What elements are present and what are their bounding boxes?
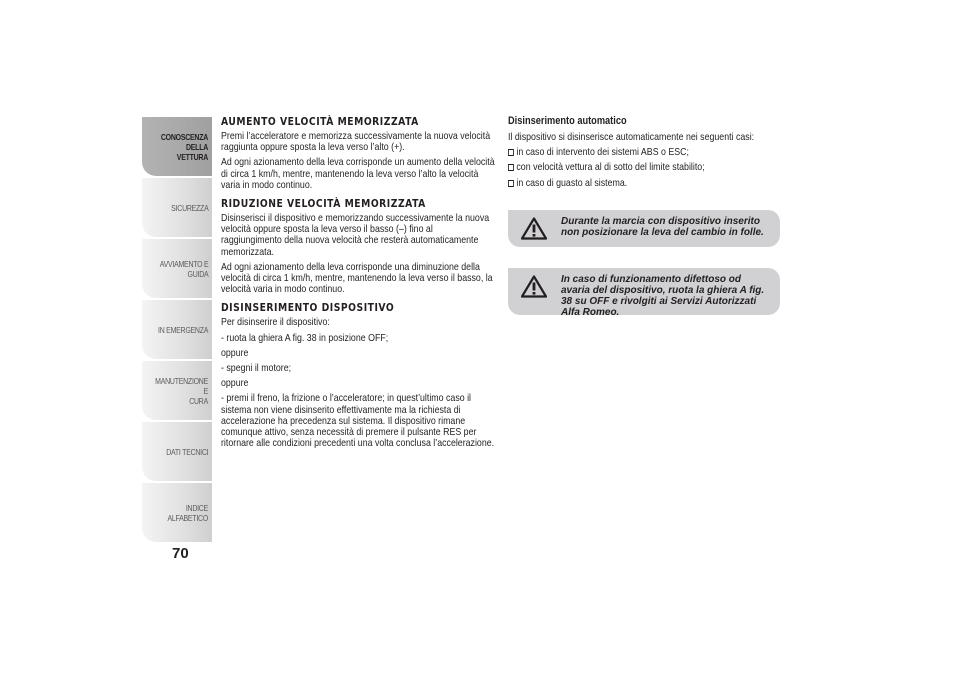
tab-manutenzione-e-cura[interactable]: MANUTENZIONE E CURA: [142, 361, 212, 420]
warning-box: [508, 210, 780, 247]
paragraph: Per disinserire il dispositivo:: [221, 316, 330, 329]
warning-triangle-icon: [521, 217, 547, 240]
checkbox-bullet-icon: [508, 164, 514, 171]
paragraph: oppure: [221, 377, 249, 390]
section-title-disinserimento: DISINSERIMENTO DISPOSITIVO: [221, 301, 395, 315]
paragraph: - spegni il motore;: [221, 362, 292, 375]
right-column: [508, 115, 780, 193]
paragraph: Ad ogni azionamento della leva corrisponde un aumento della velocità di circa 1 km/h, mentre, mantenendo la leva verso l’alto la velocità varia in modo continuo.: [221, 156, 495, 191]
tab-in-emergenza[interactable]: IN EMERGENZA: [142, 300, 212, 359]
warning-triangle-icon: [521, 275, 547, 298]
tab-dati-tecnici[interactable]: DATI TECNICI: [142, 422, 212, 481]
paragraph: - ruota la ghiera A fig. 38 in posizione OFF;: [221, 331, 389, 344]
paragraph: oppure: [221, 346, 249, 359]
checkbox-bullet-icon: [508, 149, 514, 156]
left-column: [221, 115, 496, 453]
subsection-title: Disinserimento automatico: [508, 115, 627, 127]
list-item: con velocità vettura al di sotto del limite stabilito;: [508, 162, 780, 173]
paragraph: Il dispositivo si disinserisce automaticamente nei seguenti casi:: [508, 131, 755, 143]
list-item: in caso di intervento dei sistemi ABS o ESC;: [508, 147, 780, 158]
checkbox-bullet-icon: [508, 180, 514, 187]
section-title-aumento: AUMENTO VELOCITÀ MEMORIZZATA: [221, 115, 419, 128]
list-item: in caso di guasto al sistema.: [508, 178, 780, 189]
paragraph: Ad ogni azionamento della leva corrisponde una diminuzione della velocità di circa 1 km/h, mentre, mantenendo la leva verso il basso, la velocità varia in modo continuo.: [221, 260, 493, 296]
paragraph: - premi il freno, la frizione o l’acceleratore; in quest’ultimo caso il sistema non viene disinserito effettivamente ma la richiesta di accelerazione ha precedenza sul sistema. Il dispositivo rimane comunque attivo, senza necessità di premere il pulsante RES per ritornare alle condizioni precedenti una volta conclusa l’accelerazione.: [221, 392, 495, 450]
warning-text: In caso di funzionamento difettoso od avaria del dispositivo, ruota la ghiera A fig. 38 su OFF e rivolgiti ai Servizi Autorizzati Alfa Romeo.: [561, 274, 765, 318]
tab-indice-alfabetico[interactable]: INDICE ALFABETICO: [142, 483, 212, 542]
tab-conoscenza-della-vettura[interactable]: CONOSCENZA DELLA VETTURA: [142, 117, 212, 176]
page-number: 70: [172, 545, 189, 562]
tab-sicurezza[interactable]: SICUREZZA: [142, 178, 212, 237]
chapter-sidebar: [142, 117, 212, 544]
paragraph: Disinserisci il dispositivo e memorizzando successivamente la nuova velocità oppure sposta la leva verso il basso (–) fino al raggiungimento della nuova velocità che resterà automaticamente memorizzata.: [221, 212, 490, 258]
tab-avviamento-e-guida[interactable]: AVVIAMENTO E GUIDA: [142, 239, 212, 298]
paragraph: Premi l’acceleratore e memorizza successivamente la nuova velocità raggiunta oppure sposta la leva verso l’alto (+).: [221, 130, 491, 154]
warning-box: [508, 268, 780, 318]
warning-text: Durante la marcia con dispositivo inserito non posizionare la leva del cambio in folle.: [561, 216, 764, 238]
section-title-riduzione: RIDUZIONE VELOCITÀ MEMORIZZATA: [221, 197, 426, 211]
